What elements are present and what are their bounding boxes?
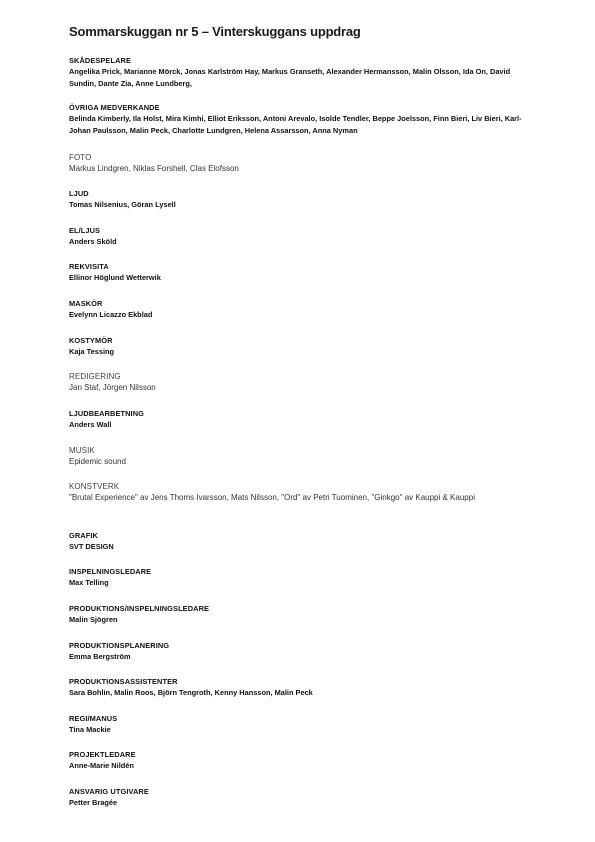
credit-section-sound — [69, 188, 539, 211]
credit-section-editing — [69, 371, 539, 394]
section-body: Belinda Kimberly, Ila Holst, Mira Kimhi, Elliot Eriksson, Antoni Arevalo, Isolde Tendler, Beppe Joelsson, Finn Bieri, Liv Bieri, Karl-Johan Paulsson, Malin Peck, Charlotte Lundgren, Helena Assarsson, Anna Nyman — [69, 114, 522, 135]
credit-section-production-recording-manager — [69, 603, 539, 626]
section-body: Anders Wall — [69, 420, 112, 429]
section-heading: ANSVARIG UTGIVARE — [69, 787, 149, 796]
section-heading: REKVISITA — [69, 262, 109, 271]
section-body: Anders Sköld — [69, 237, 117, 246]
credit-section-production-planning — [69, 640, 539, 663]
section-heading: LJUDBEARBETNING — [69, 409, 144, 418]
section-heading: ÖVRIGA MEDVERKANDE — [69, 103, 160, 112]
section-body: SVT DESIGN — [69, 542, 114, 551]
credit-section-props — [69, 261, 539, 284]
credit-section-electric-light — [69, 225, 539, 248]
section-body: Anne-Marie Nildén — [69, 761, 134, 770]
section-heading: PRODUKTIONSASSISTENTER — [69, 677, 178, 686]
section-body: Kaja Tessing — [69, 347, 115, 356]
section-heading: REGI/MANUS — [69, 714, 118, 723]
credit-section-director-writer — [69, 713, 539, 736]
section-heading: SKÅDESPELARE — [69, 56, 131, 65]
credit-section-responsible-publisher — [69, 786, 539, 809]
section-body: Jan Staf, Jörgen Nilsson — [69, 383, 156, 392]
credit-section-photo — [69, 152, 539, 175]
section-heading: PRODUKTIONS/INSPELNINGSLEDARE — [69, 604, 210, 613]
section-body: Ellinor Höglund Wetterwik — [69, 273, 161, 282]
section-heading: INSPELNINGSLEDARE — [69, 567, 152, 576]
document-title: Sommarskuggan nr 5 – Vinterskuggans uppdrag — [69, 24, 361, 39]
section-body: Markus Lindgren, Niklas Forshell, Clas Elofsson — [69, 164, 239, 173]
credit-section-sound-processing — [69, 408, 539, 431]
section-heading: KOSTYMÖR — [69, 336, 113, 345]
section-heading: FOTO — [69, 153, 92, 162]
section-heading: PRODUKTIONSPLANERING — [69, 641, 170, 650]
section-body: Epidemic sound — [69, 457, 126, 466]
section-heading: PROJEKTLEDARE — [69, 750, 136, 759]
credit-section-production-assistants — [69, 676, 539, 699]
section-body: Malin Sjögren — [69, 615, 118, 624]
section-body: Tina Mackie — [69, 725, 111, 734]
section-heading: REDIGERING — [69, 372, 121, 381]
section-heading: LJUD — [69, 189, 89, 198]
credit-section-graphics — [69, 530, 539, 553]
section-heading: GRAFIK — [69, 531, 98, 540]
section-body: Tomas Nilsenius, Göran Lysell — [69, 200, 176, 209]
credit-section-recording-manager — [69, 566, 539, 589]
credit-section-artwork — [69, 481, 539, 504]
credit-section-music — [69, 445, 539, 468]
section-body: Petter Bragée — [69, 798, 118, 807]
credit-section-costume — [69, 335, 539, 358]
section-heading: KONSTVERK — [69, 482, 120, 491]
section-heading: MASKÖR — [69, 299, 103, 308]
section-heading: MUSIK — [69, 446, 95, 455]
credit-section-other-participants — [69, 102, 539, 136]
section-heading: EL/LJUS — [69, 226, 101, 235]
section-body: Sara Bohlin, Malin Roos, Björn Tengroth, Kenny Hansson, Malin Peck — [69, 688, 313, 697]
section-body: Max Telling — [69, 578, 109, 587]
credit-section-actors — [69, 55, 539, 89]
section-body: Emma Bergström — [69, 652, 131, 661]
section-body: Angelika Prick, Marianne Mörck, Jonas Karlström Hay, Markus Granseth, Alexander Hermansson, Malin Olsson, Ida On, David Sundin, Dante Zia, Anne Lundberg, — [69, 67, 511, 88]
credit-section-project-manager — [69, 749, 539, 772]
section-body: "Brutal Experience" av Jens Thoms Ivarsson, Mats Nilsson, "Ord" av Petri Tuominen, "Ginkgo" av Kauppi & Kauppi — [69, 493, 475, 502]
section-body: Evelynn Licazzo Ekblad — [69, 310, 153, 319]
credit-section-makeup — [69, 298, 539, 321]
